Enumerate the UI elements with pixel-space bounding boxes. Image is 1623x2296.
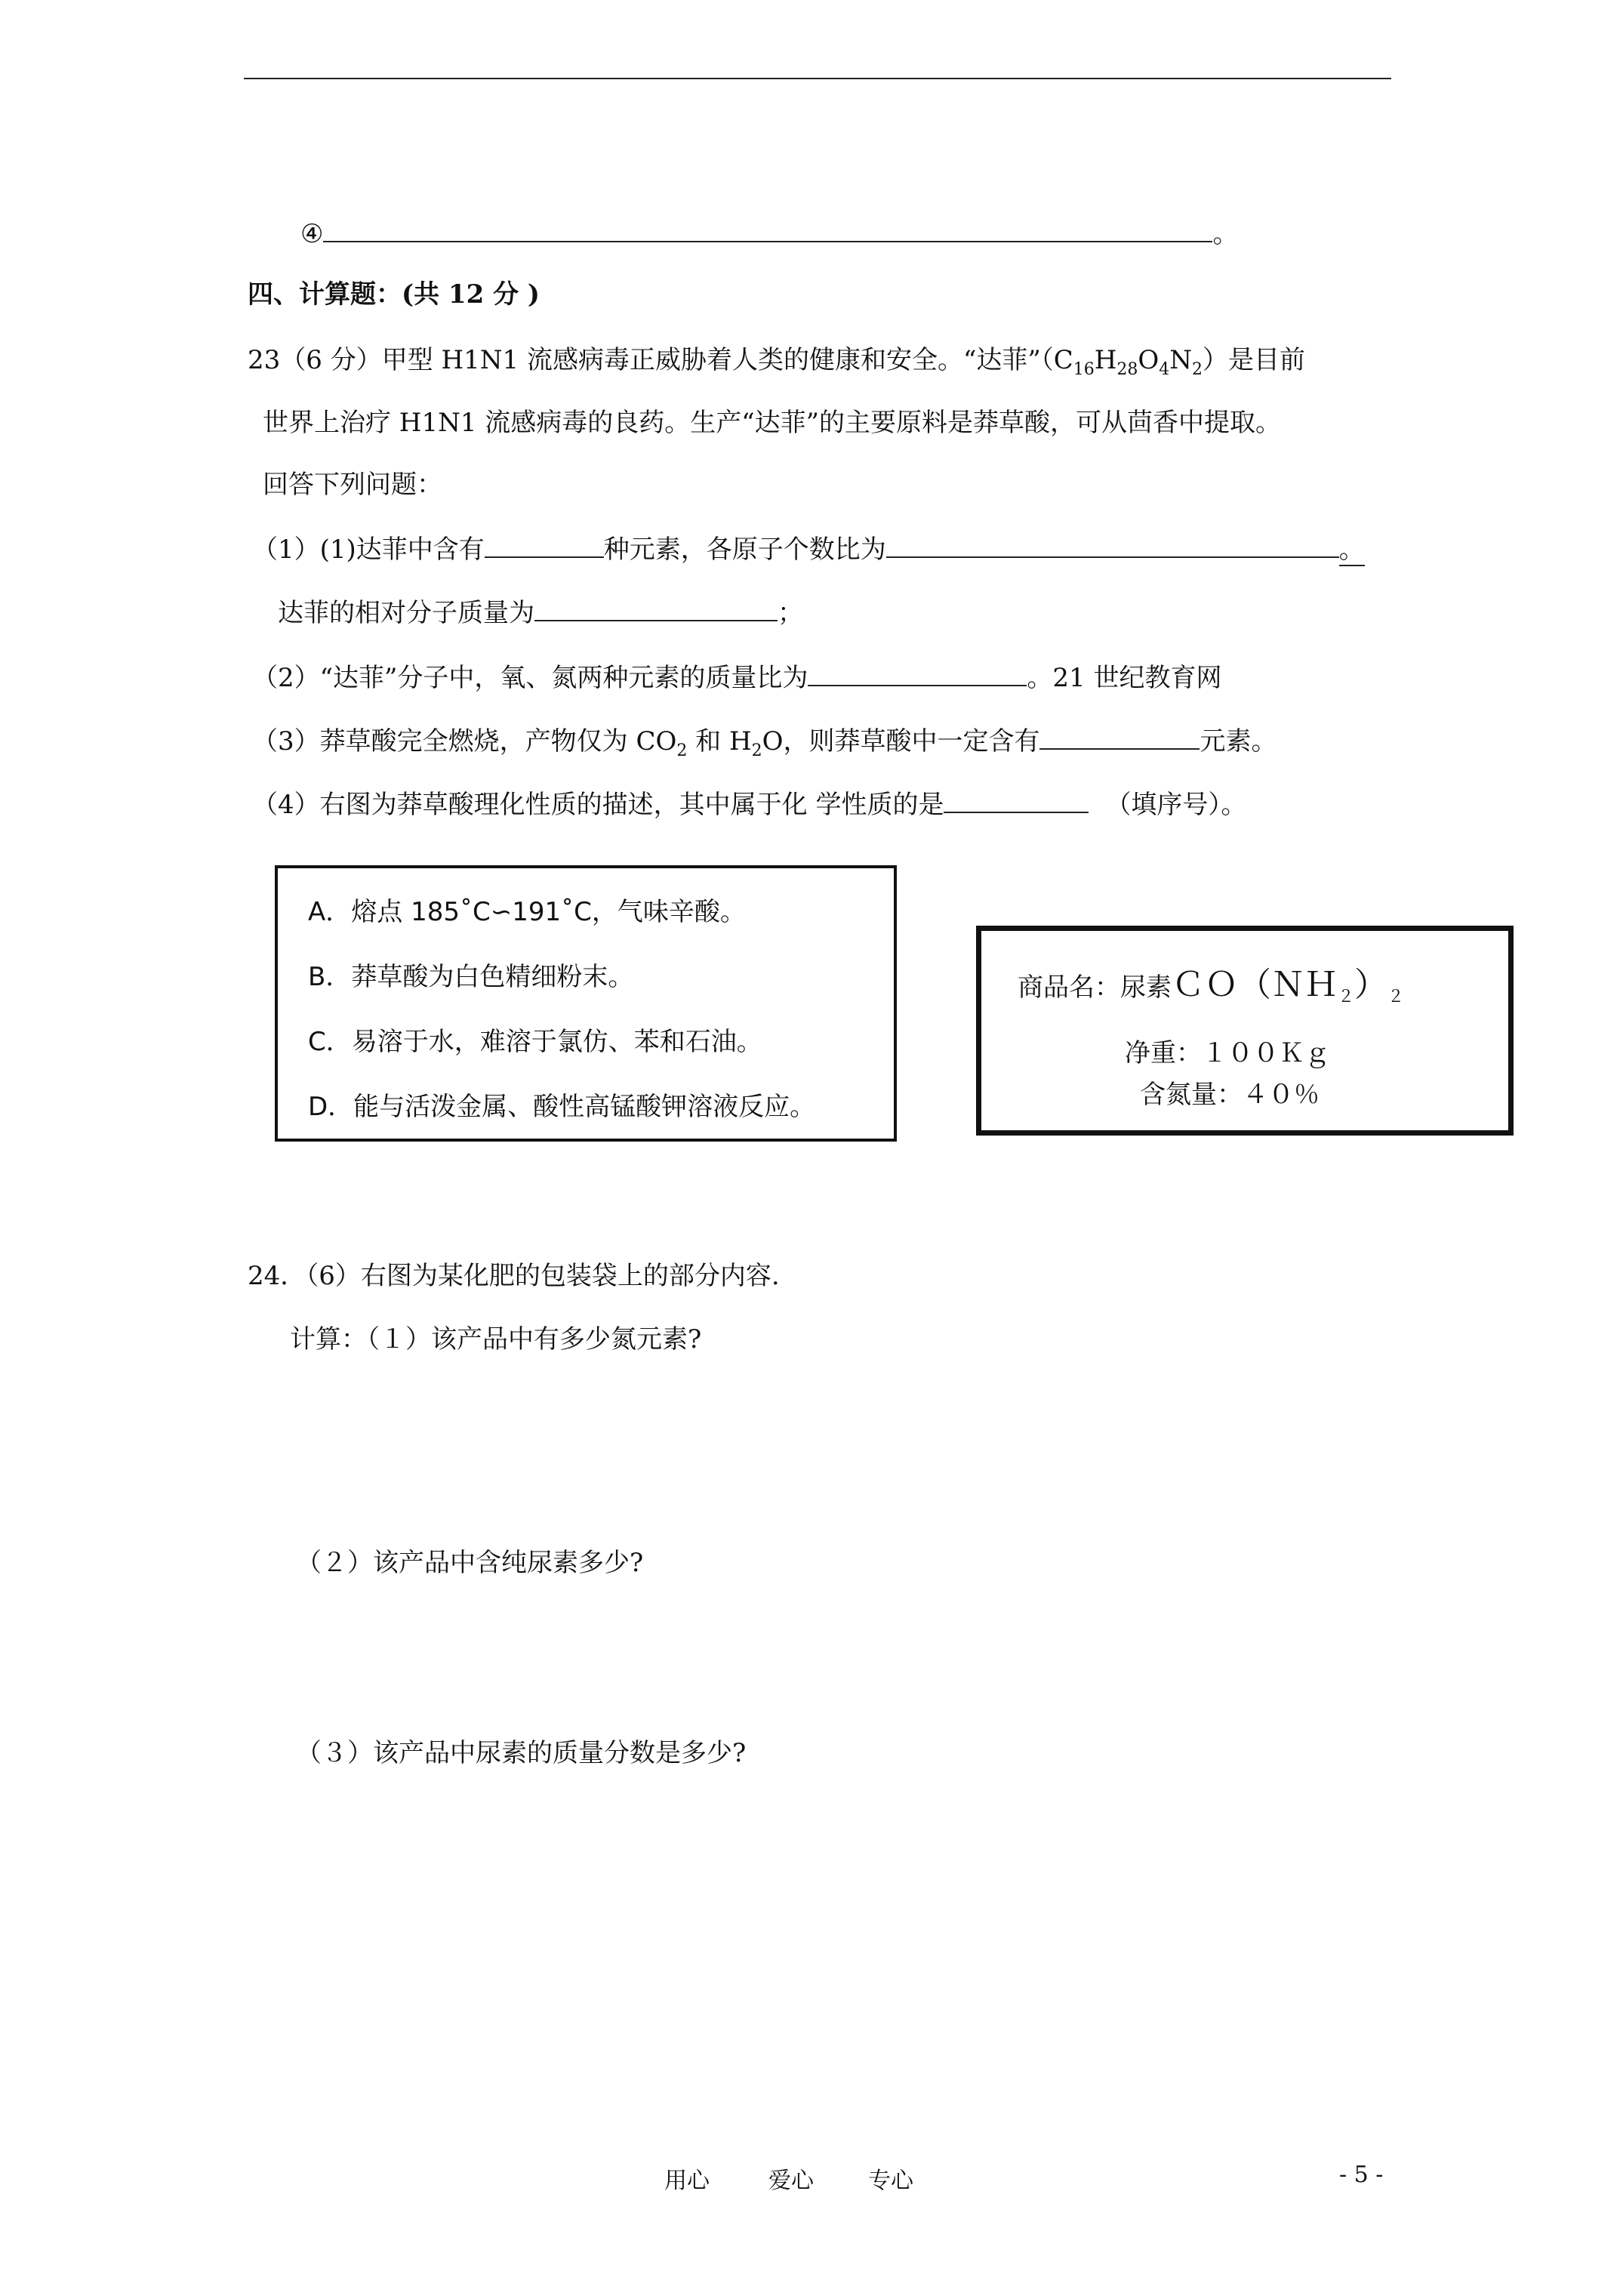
q23-part1-text2: 种元素，各原子个数比为 (603, 535, 886, 565)
q23-part2-end: 。21 世纪教育网 (1027, 663, 1222, 693)
fertilizer-label-box (976, 926, 1514, 1136)
product-name-line (1018, 964, 1404, 1009)
page-number: - 5 - (1339, 2162, 1384, 2188)
q23-part3-text: （3）莽草酸完全燃烧，产物仅为 CO (252, 726, 677, 757)
element-count-blank[interactable] (485, 534, 604, 558)
q22-marker: ④ (300, 219, 324, 249)
property-item-b: B．莽草酸为白色精细粉末。 (308, 962, 634, 992)
q24-step2: （２）该产品中含纯尿素多少? (296, 1548, 644, 1578)
q23-part4 (252, 788, 1246, 821)
q23-intro-start: 23（6 分）甲型 H1N1 流感病毒正威胁着人类的健康和安全。“达菲”（C (248, 345, 1073, 375)
q23-part3-text3: O，则莽草酸中一定含有 (762, 726, 1040, 757)
q24-step3: （３）该产品中尿素的质量分数是多少? (296, 1738, 747, 1768)
mass-ratio-blank[interactable] (808, 662, 1027, 686)
formula-sub-n: 2 (1192, 359, 1203, 379)
q23-intro-end: ）是目前 (1203, 345, 1306, 375)
q23-intro-line (248, 344, 1305, 377)
elements-blank[interactable] (1039, 726, 1200, 750)
molecular-mass-blank[interactable] (534, 597, 778, 621)
urea-formula-sub: ２ (1338, 987, 1355, 1006)
h2o-sub: 2 (751, 741, 762, 760)
q23-part1-mass (278, 596, 803, 630)
formula-n: N (1169, 345, 1193, 375)
formula-h: H (1094, 345, 1117, 375)
co2-sub: 2 (676, 741, 688, 760)
footer-motto-1: 用心 (664, 2168, 710, 2194)
formula-o: O (1138, 345, 1160, 375)
q23-part3 (252, 725, 1277, 758)
urea-formula-close: ） (1354, 966, 1388, 1004)
property-item-a: A．熔点 185˚C∽191˚C，气味辛酸。 (308, 897, 746, 927)
formula-sub-h: 28 (1116, 359, 1138, 379)
q23-part3-end: 元素。 (1200, 726, 1277, 757)
q23-line3: 回答下列问题： (263, 470, 442, 500)
q23-mass-text: 达菲的相对分子质量为 (278, 598, 534, 628)
formula-sub-c: 16 (1073, 359, 1095, 379)
footer-motto-3: 专心 (868, 2168, 913, 2194)
q23-part2 (252, 661, 1221, 695)
property-item-d: D．能与活泼金属、酸性高锰酸钾溶液反应。 (308, 1092, 816, 1122)
q23-part3-text2: 和 H (687, 726, 752, 757)
q23-line2: 世界上治疗 H1N1 流感病毒的良药。生产“达菲”的主要原料是莽草酸，可从茴香中提取。 (263, 408, 1282, 438)
formula-sub-o: 4 (1159, 359, 1170, 379)
urea-formula-tail: ２ (1387, 987, 1405, 1006)
footer-motto-2: 爱心 (768, 2168, 814, 2194)
urea-formula: ＣＯ（ＮＨ (1172, 966, 1338, 1004)
q23-part1 (252, 533, 1365, 566)
q22-answer-line (300, 217, 1238, 251)
q23-part4-end: （填序号）。 (1105, 790, 1247, 820)
q23-part2-text: （2）“达菲”分子中，氧、氮两种元素的质量比为 (252, 663, 808, 693)
q23-part1-text: （1）(1)达菲中含有 (252, 535, 485, 565)
net-weight: 净重：１００Ｋｇ (1125, 1038, 1330, 1068)
q23-mass-end: ； (778, 598, 803, 628)
q24-step1: 计算：（１）该产品中有多少氮元素? (290, 1324, 702, 1354)
product-name-label: 商品名：尿素 (1018, 972, 1172, 1003)
header-rule (244, 78, 1391, 79)
q23-part4-text: （4）右图为莽草酸理化性质的描述，其中属于化 学性质的是 (252, 790, 944, 820)
section-title: 四、计算题：(共 12 分 ) (248, 279, 540, 310)
nitrogen-content: 含氮量：４０％ (1140, 1080, 1320, 1110)
q23-part1-end: 。 (1338, 535, 1365, 565)
atom-ratio-blank[interactable] (886, 534, 1339, 558)
property-item-c: C．易溶于水，难溶于氯仿、苯和石油。 (308, 1027, 762, 1057)
properties-box (275, 865, 897, 1142)
q22-end-mark: 。 (1212, 219, 1239, 249)
q22-answer-blank[interactable] (323, 218, 1212, 242)
q24-title: 24．（6）右图为某化肥的包装袋上的部分内容. (248, 1261, 780, 1291)
chemical-property-blank[interactable] (944, 789, 1089, 813)
